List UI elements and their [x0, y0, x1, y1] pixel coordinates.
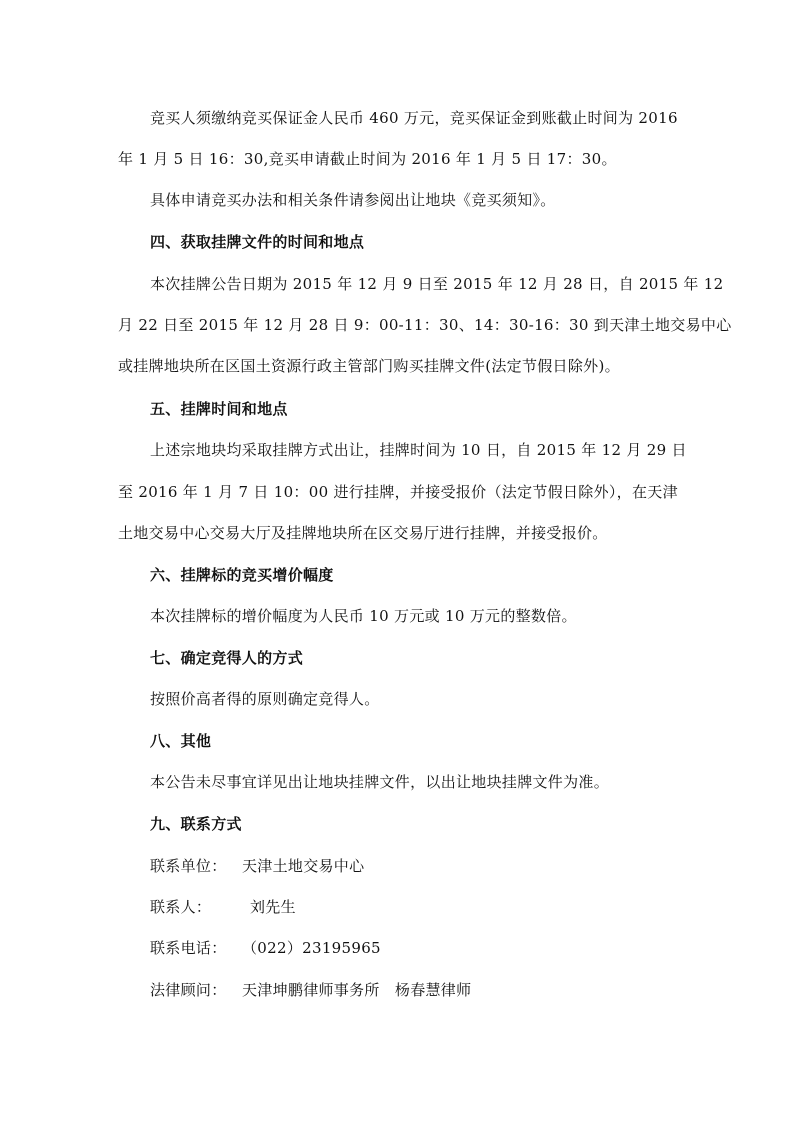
contact-lawyer-label: 法律顾问： — [150, 981, 227, 999]
contact-unit-label: 联系单位： — [150, 857, 227, 875]
section-4-line-1: 本次挂牌公告日期为 2015 年 12 月 9 日至 2015 年 12 月 28 日，自 2015 年 12 — [150, 275, 724, 293]
contact-person-label: 联系人： — [150, 898, 212, 916]
section-7-heading: 七、确定竞得人的方式 — [150, 649, 304, 667]
bail-paragraph-line-2: 年 1 月 5 日 16：30,竞买申请截止时间为 2016 年 1 月 5 日 17：30。 — [118, 150, 617, 168]
contact-phone-row — [150, 938, 381, 958]
contact-phone-label: 联系电话： — [150, 939, 227, 957]
section-9-heading: 九、联系方式 — [150, 815, 242, 833]
contact-phone-value: （022）23195965 — [242, 939, 381, 957]
section-4-heading: 四、获取挂牌文件的时间和地点 — [150, 233, 365, 251]
section-5-line-1: 上述宗地块均采取挂牌方式出让，挂牌时间为 10 日，自 2015 年 12 月 29 日 — [150, 441, 687, 459]
section-5-heading: 五、挂牌时间和地点 — [150, 400, 288, 418]
section-5-line-2: 至 2016 年 1 月 7 日 10：00 进行挂牌，并接受报价（法定节假日除外），在天津 — [118, 483, 678, 501]
section-4-line-3: 或挂牌地块所在区国土资源行政主管部门购买挂牌文件(法定节假日除外)。 — [118, 357, 620, 375]
contact-lawyer-value: 天津坤鹏律师事务所 杨春慧律师 — [242, 981, 472, 999]
section-4-line-2: 月 22 日至 2015 年 12 月 28 日 9：00-11：30、14：30-16：30 到天津土地交易中心 — [118, 316, 732, 334]
section-7-line-1: 按照价高者得的原则确定竞得人。 — [150, 690, 380, 708]
section-8-line-1: 本公告未尽事宜详见出让地块挂牌文件，以出让地块挂牌文件为准。 — [150, 773, 610, 791]
contact-lawyer-row — [150, 980, 471, 1000]
contact-unit-value: 天津土地交易中心 — [242, 857, 365, 875]
contact-unit-row — [150, 856, 364, 876]
bail-paragraph-line-1: 竞买人须缴纳竞买保证金人民币 460 万元，竞买保证金到账截止时间为 2016 — [150, 109, 678, 127]
contact-person-row — [150, 897, 296, 917]
section-5-line-3: 土地交易中心交易大厅及挂牌地块所在区交易厅进行挂牌，并接受报价。 — [118, 524, 608, 542]
bail-paragraph-2: 具体申请竞买办法和相关条件请参阅出让地块《竞买须知》。 — [150, 191, 556, 209]
contact-person-value: 刘先生 — [250, 898, 296, 916]
section-6-line-1: 本次挂牌标的增价幅度为人民币 10 万元或 10 万元的整数倍。 — [150, 607, 577, 625]
section-8-heading: 八、其他 — [150, 732, 212, 750]
section-6-heading: 六、挂牌标的竞买增价幅度 — [150, 566, 334, 584]
